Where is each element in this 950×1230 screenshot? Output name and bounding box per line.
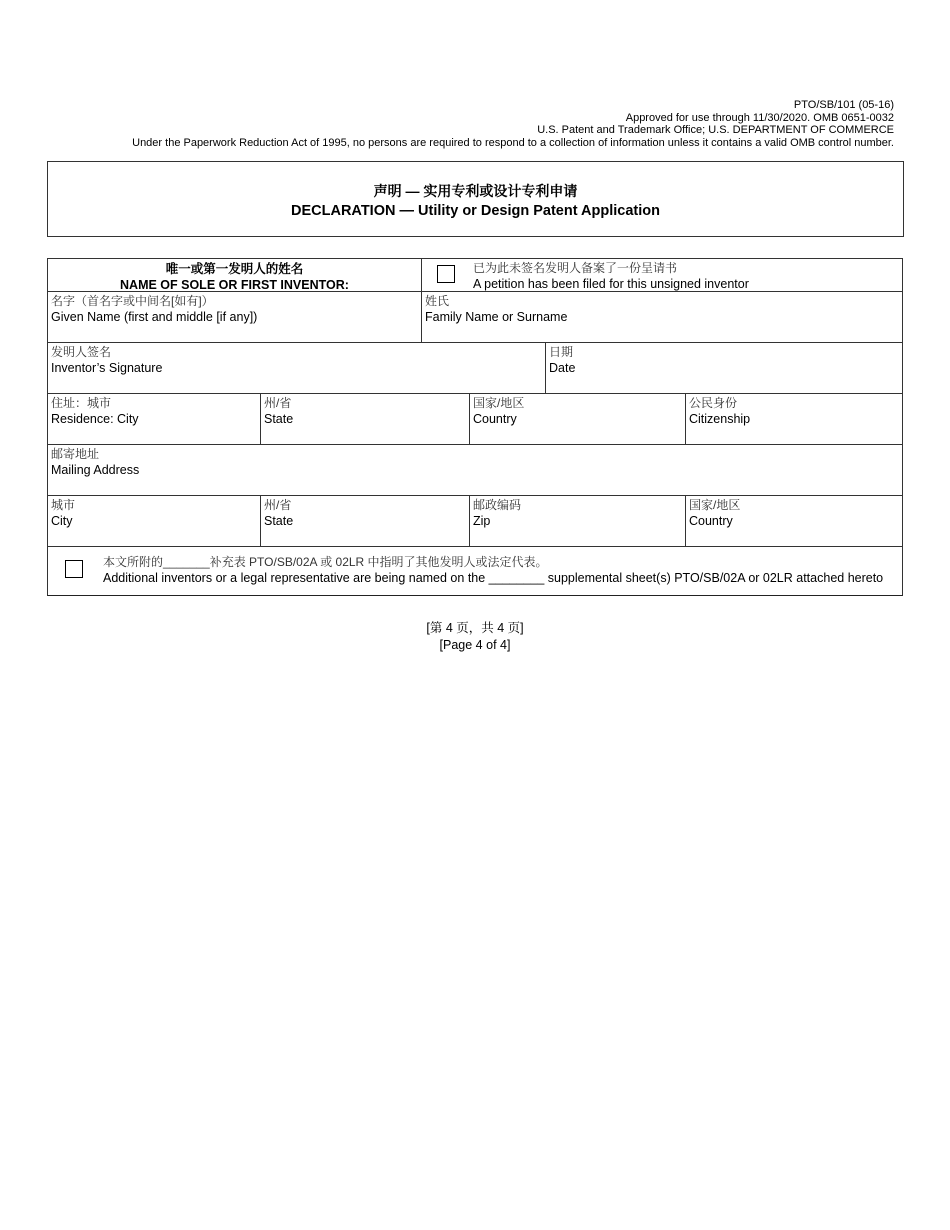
title-box	[47, 161, 904, 237]
approval-text: Approved for use through 11/30/2020. OMB 0651-0032	[625, 112, 894, 124]
signature-label: Inventor’s Signature	[51, 361, 163, 375]
petition-en: A petition has been filed for this unsigned inventor	[473, 277, 749, 291]
petition-checkbox[interactable]	[437, 265, 455, 283]
state-field[interactable]	[260, 495, 470, 547]
inventor-heading	[47, 258, 422, 292]
zip-field[interactable]	[469, 495, 686, 547]
city-field[interactable]	[47, 495, 261, 547]
residence-city-field[interactable]	[47, 393, 261, 445]
citizenship-field[interactable]	[685, 393, 903, 445]
residence-city-label: Residence: City	[51, 412, 139, 426]
agency-text: U.S. Patent and Trademark Office; U.S. DEPARTMENT OF COMMERCE	[537, 124, 894, 136]
residence-state-label: State	[264, 412, 294, 426]
country-field[interactable]	[685, 495, 903, 547]
petition-cell	[421, 258, 903, 292]
date-zh: 日期	[549, 345, 574, 359]
residence-country-label: Country	[473, 412, 517, 426]
citizenship-label: Citizenship	[689, 412, 751, 426]
given-name-field[interactable]	[47, 291, 422, 343]
page-footer	[0, 620, 950, 654]
country-zh: 国家/地区	[689, 498, 741, 512]
given-name-label: Given Name (first and middle [if any])	[51, 310, 258, 324]
family-name-field[interactable]	[421, 291, 903, 343]
mailing-address-label: Mailing Address	[51, 463, 140, 477]
zip-zh: 邮政编码	[473, 498, 522, 512]
title-zh: 声明 — 实用专利或设计专利申请	[373, 183, 578, 199]
residence-state-field[interactable]	[260, 393, 470, 445]
form-number: PTO/SB/101 (05-16)	[793, 99, 894, 111]
title-en: DECLARATION — Utility or Design Patent Application	[291, 203, 660, 219]
state-zh: 州/省	[264, 498, 292, 512]
mailing-address-field[interactable]	[47, 444, 903, 496]
additional-inventors-cell	[47, 546, 903, 596]
additional-inventors-label: Additional inventors or a legal representative are being named on the ________ supplemental sheet(s) PTO/SB/02A or 02LR attached hereto	[103, 571, 884, 585]
additional-inventors-zh: 本文所附的_______补充表 PTO/SB/02A 或 02LR 中指明了其他发明人或法定代表。	[103, 555, 548, 569]
additional-inventors-checkbox[interactable]	[65, 560, 83, 578]
residence-country-zh: 国家/地区	[473, 396, 525, 410]
country-label: Country	[689, 514, 733, 528]
family-name-label: Family Name or Surname	[425, 310, 568, 324]
given-name-zh: 名字（首名字或中间名[如有]）	[51, 294, 214, 308]
residence-country-field[interactable]	[469, 393, 686, 445]
state-label: State	[264, 514, 294, 528]
citizenship-zh: 公民身份	[689, 396, 738, 410]
signature-field[interactable]	[47, 342, 546, 394]
date-label: Date	[549, 361, 576, 375]
inventor-heading-en: NAME OF SOLE OR FIRST INVENTOR:	[120, 278, 349, 292]
signature-zh: 发明人签名	[51, 345, 112, 359]
petition-zh: 已为此未签名发明人备案了一份呈请书	[473, 261, 678, 275]
date-field[interactable]	[545, 342, 903, 394]
city-zh: 城市	[51, 498, 76, 512]
page-number-zh: [第 4 页，共 4 页]	[426, 621, 524, 635]
paperwork-notice: Under the Paperwork Reduction Act of 1995, no persons are required to respond to a collection of information unless it contains a valid OMB control number.	[132, 137, 894, 149]
page-number: [Page 4 of 4]	[439, 638, 511, 652]
zip-label: Zip	[473, 514, 491, 528]
residence-state-zh: 州/省	[264, 396, 292, 410]
mailing-address-zh: 邮寄地址	[51, 447, 100, 461]
family-name-zh: 姓氏	[425, 294, 450, 308]
inventor-heading-zh: 唯一或第一发明人的姓名	[165, 262, 304, 276]
residence-city-zh: 住址：城市	[51, 396, 112, 410]
city-label: City	[51, 514, 73, 528]
